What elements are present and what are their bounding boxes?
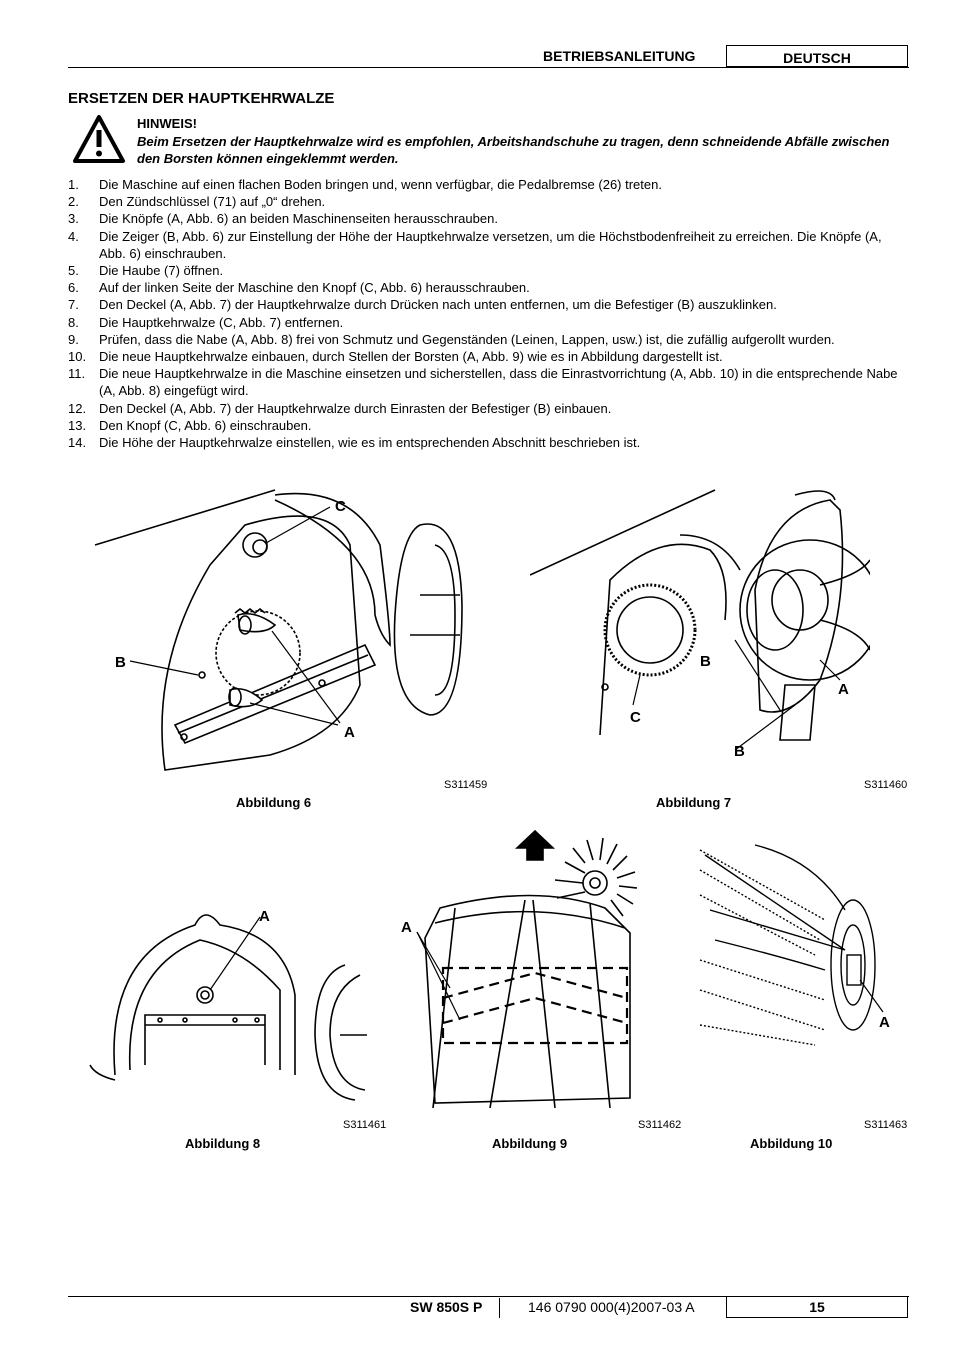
notice-heading: HINWEIS! xyxy=(137,116,197,131)
list-item: 10. Die neue Hauptkehrwalze einbauen, durch Stellen der Borsten (A, Abb. 9) wie es in Abbildung dargestellt ist. xyxy=(68,349,723,365)
figure-9-caption: Abbildung 9 xyxy=(492,1136,568,1151)
figure-10-code: S311463 xyxy=(864,1119,908,1131)
figure-8-caption: Abbildung 8 xyxy=(185,1136,261,1151)
figure-6-code: S311459 xyxy=(444,779,488,791)
list-item: 2. Den Zündschlüssel (71) auf „0“ drehen. xyxy=(68,194,326,210)
figure-7-drawing xyxy=(530,480,870,770)
svg-text:A: A xyxy=(344,724,355,741)
list-item: 14. Die Höhe der Hauptkehrwalze einstellen, wie es im entsprechenden Abschnitt beschrieben ist. xyxy=(68,435,641,451)
footer-model: SW 850S P xyxy=(410,1299,483,1315)
warning-icon xyxy=(72,114,126,169)
figure-10-caption: Abbildung 10 xyxy=(750,1136,833,1151)
svg-text:A: A xyxy=(879,1014,890,1031)
section-title: ERSETZEN DER HAUPTKEHRWALZE xyxy=(68,90,335,107)
figure-8-code: S311461 xyxy=(343,1119,387,1131)
list-item: 5. Die Haube (7) öffnen. xyxy=(68,263,224,279)
list-item: 4. Die Zeiger (B, Abb. 6) zur Einstellung der Höhe der Hauptkehrwalze versetzen, um die Höchstbodenfreiheit zu erreichen. Die Knöpfe (A, Abb. 6) einschrauben. xyxy=(68,228,882,261)
steps-list xyxy=(68,176,909,451)
figure-10-drawing xyxy=(695,840,895,1050)
list-item: 3. Die Knöpfe (A, Abb. 6) an beiden Maschinenseiten herausschrauben. xyxy=(68,211,498,227)
page-number: 15 xyxy=(726,1296,908,1318)
header-rule xyxy=(68,67,909,68)
figure-6-drawing xyxy=(90,485,470,775)
figure-9-code: S311462 xyxy=(638,1119,682,1131)
notice-text: Beim Ersetzen der Hauptkehrwalze wird es empfohlen, Arbeitshandschuhe zu tragen, denn schneidende Abfälle zwischen den Borsten können eingeklemmt werden. xyxy=(137,134,890,166)
list-item: 8. Die Hauptkehrwalze (C, Abb. 7) entfernen. xyxy=(68,314,344,330)
svg-text:C: C xyxy=(335,498,346,515)
list-item: 12. Den Deckel (A, Abb. 7) der Hauptkehrwalze durch Einrasten der Befestiger (B) einbauen. xyxy=(68,400,612,416)
manual-label: BETRIEBSANLEITUNG xyxy=(543,48,696,64)
svg-text:B: B xyxy=(115,654,126,671)
svg-text:A: A xyxy=(401,919,412,936)
list-item: 13. Den Knopf (C, Abb. 6) einschrauben. xyxy=(68,417,312,433)
svg-text:B: B xyxy=(700,653,711,670)
figure-7-caption: Abbildung 7 xyxy=(656,795,732,810)
figure-9-drawing xyxy=(395,828,645,1108)
list-item: 1. Die Maschine auf einen flachen Boden bringen und, wenn verfügbar, die Pedalbremse (26) treten. xyxy=(68,177,662,192)
list-item: 6. Auf der linken Seite der Maschine den Knopf (C, Abb. 6) herausschrauben. xyxy=(68,280,530,296)
list-item: 11. Die neue Hauptkehrwalze in die Maschine einsetzen und sicherstellen, dass die Einrastvorrichtung (A, Abb. 10) in die entsprechende Nabe (A, Abb. 8) eingefügt wird. xyxy=(68,366,898,399)
language-label: DEUTSCH xyxy=(726,45,908,67)
list-item: 7. Den Deckel (A, Abb. 7) der Hauptkehrwalze durch Drücken nach unten entfernen, um die Befestiger (B) auszuklinken. xyxy=(68,297,777,313)
footer-doc-number: 146 0790 000(4)2007-03 A xyxy=(528,1299,695,1315)
footer-separator xyxy=(499,1298,500,1318)
svg-text:A: A xyxy=(838,681,849,698)
svg-text:B: B xyxy=(734,743,745,760)
figure-7-code: S311460 xyxy=(864,779,908,791)
list-item: 9. Prüfen, dass die Nabe (A, Abb. 8) frei von Schmutz und Gegenständen (Leinen, Lappen, usw.) ist, die zufällig aufgerollt wurden. xyxy=(68,331,835,347)
figure-8-drawing xyxy=(85,895,370,1105)
svg-text:A: A xyxy=(259,908,270,925)
svg-text:C: C xyxy=(630,709,641,726)
figure-6-caption: Abbildung 6 xyxy=(236,795,312,810)
